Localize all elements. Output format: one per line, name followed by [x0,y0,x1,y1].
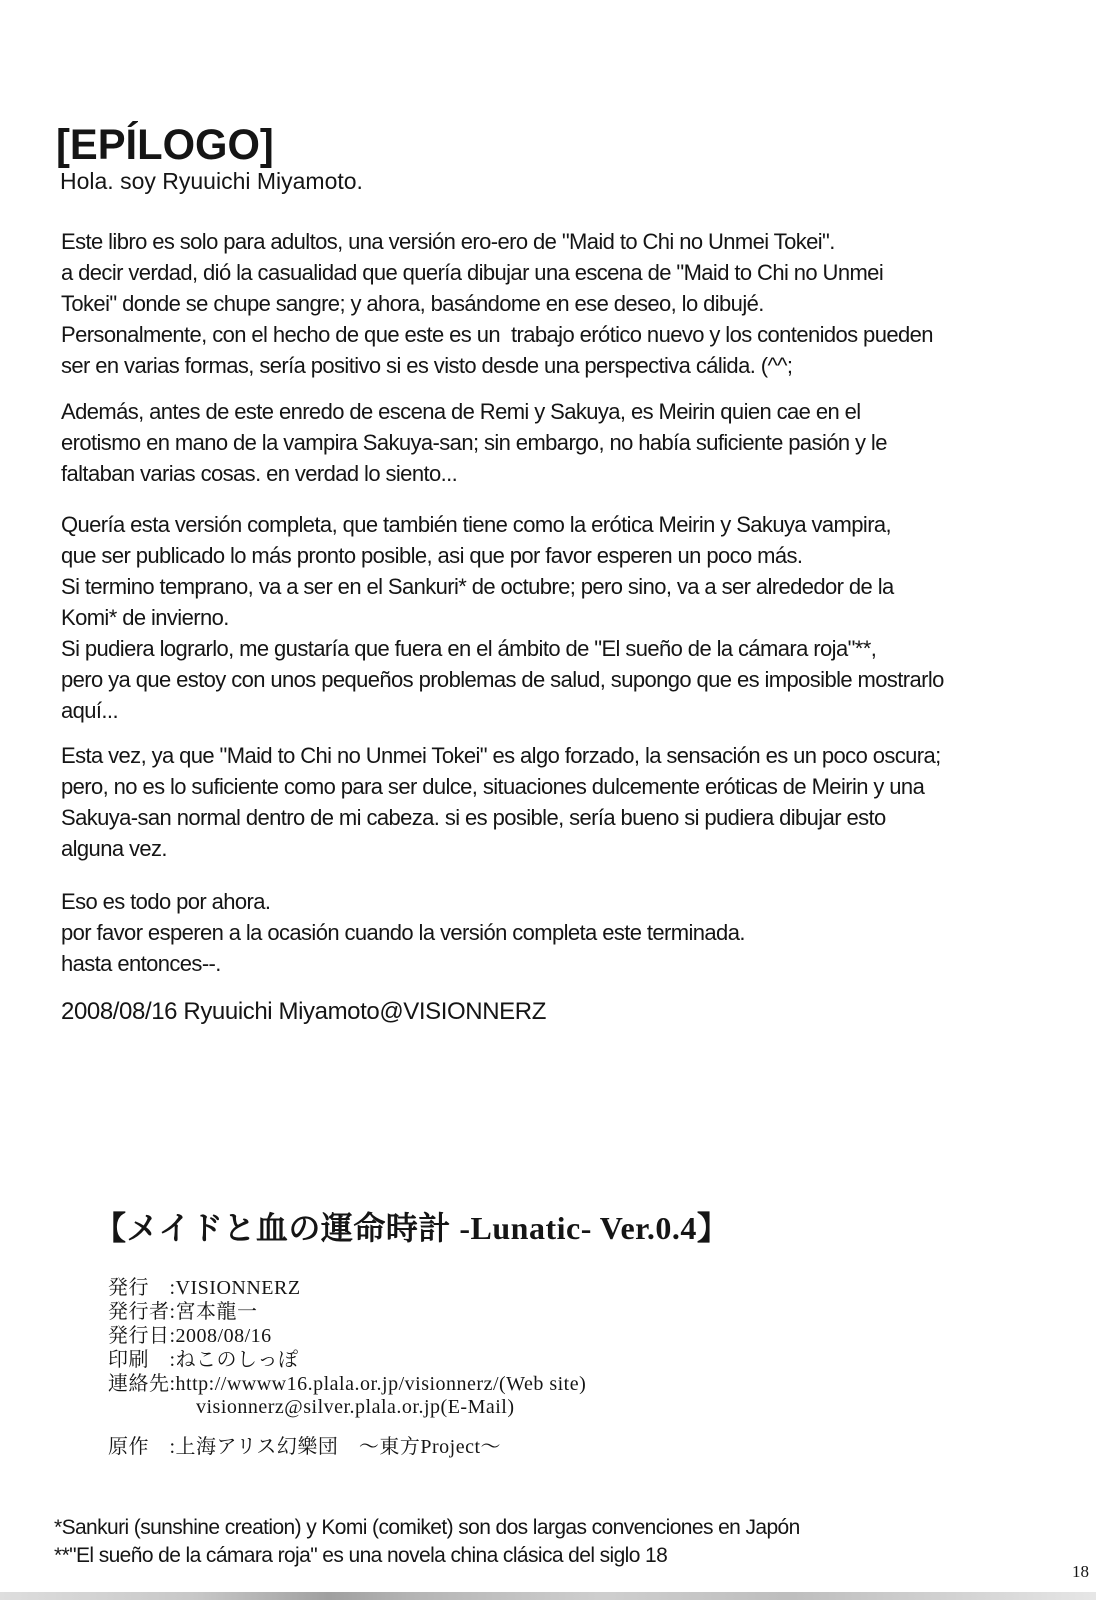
paragraph-closing [61,886,1061,979]
text-line: Personalmente, con el hecho de que este es un trabajo erótico nuevo y los contenidos pueden [61,322,933,347]
paragraph-intro [61,226,1061,381]
text-line: Sakuya-san normal dentro de mi cabeza. si es posible, sería bueno si pudiera dibujar esto [61,805,886,830]
colophon-email-line: visionnerz@silver.plala.or.jp(E-Mail) [196,1396,515,1418]
epilogue-heading: [EPÍLOGO] [56,121,274,169]
signoff-line: 2008/08/16 Ryuuichi Miyamoto@VISIONNERZ [61,998,546,1025]
text-line: **"El sueño de la cámara roja" es una novela china clásica del siglo 18 [54,1544,668,1567]
text-line: hasta entonces--. [61,951,221,976]
greeting-line: Hola. soy Ryuuichi Miyamoto. [60,168,363,194]
text-line: *Sankuri (sunshine creation) y Komi (comiket) son dos largas convenciones en Japón [54,1516,800,1539]
text-line: alguna vez. [61,836,167,861]
text-line: 発行者:宮本龍一 [108,1301,258,1323]
paragraph-tone [61,740,1061,864]
colophon-title: 【メイドと血の運命時計 -Lunatic- Ver.0.4】 [94,1210,730,1246]
text-line: que ser publicado lo más pronto posible, asi que por favor esperen un poco más. [61,543,803,568]
text-line: ser en varias formas, sería positivo si es visto desde una perspectiva cálida. (^^; [61,353,793,378]
text-line: Esta vez, ya que "Maid to Chi no Unmei Tokei" es algo forzado, la sensación es un poco oscura; [61,743,941,768]
text-line: faltaban varias cosas. en verdad lo siento... [61,461,458,486]
text-line: 発行 :VISIONNERZ [108,1277,301,1299]
paragraph-plans [61,509,1061,726]
text-line: Además, antes de este enredo de escena de Remi y Sakuya, es Meirin quien cae en el [61,399,861,424]
text-line: Tokei" donde se chupe sangre; y ahora, basándome en ese deseo, lo dibujé. [61,291,764,316]
colophon-block [108,1276,586,1396]
text-line: Komi* de invierno. [61,605,229,630]
text-line: 印刷 :ねこのしっぽ [108,1349,299,1371]
text-line: por favor esperen a la ocasión cuando la versión completa este terminada. [61,920,745,945]
paragraph-apology [61,396,1061,489]
text-line: Quería esta versión completa, que también tiene como la erótica Meirin y Sakuya vampira, [61,512,892,537]
text-line: erotismo en mano de la vampira Sakuya-san; sin embargo, no había suficiente pasión y le [61,430,887,455]
text-line: aquí... [61,698,118,723]
page-number: 18 [1072,1562,1089,1581]
footnotes-block [54,1514,1054,1570]
text-line: 発行日:2008/08/16 [108,1325,272,1347]
text-line: Si pudiera lograrlo, me gustaría que fuera en el ámbito de "El sueño de la cámara roja"**, [61,636,877,661]
text-line: a decir verdad, dió la casualidad que quería dibujar una escena de "Maid to Chi no Unmei [61,260,884,285]
text-line: Si termino temprano, va a ser en el Sankuri* de octubre; pero sino, va a ser alrededor de la [61,574,894,599]
colophon-original-work-line: 原作 :上海アリス幻樂団 ～東方Project～ [108,1436,502,1458]
text-line: pero ya que estoy con unos pequeños problemas de salud, supongo que es imposible mostrarlo [61,667,944,692]
text-line: 連絡先:http://wwww16.plala.or.jp/visionnerz/(Web site) [108,1373,587,1395]
text-line: Eso es todo por ahora. [61,889,271,914]
text-line: Este libro es solo para adultos, una versión ero-ero de "Maid to Chi no Unmei Tokei". [61,229,835,254]
scan-edge-shadow [0,1592,1096,1600]
text-line: pero, no es lo suficiente como para ser dulce, situaciones dulcemente eróticas de Meirin y una [61,774,925,799]
